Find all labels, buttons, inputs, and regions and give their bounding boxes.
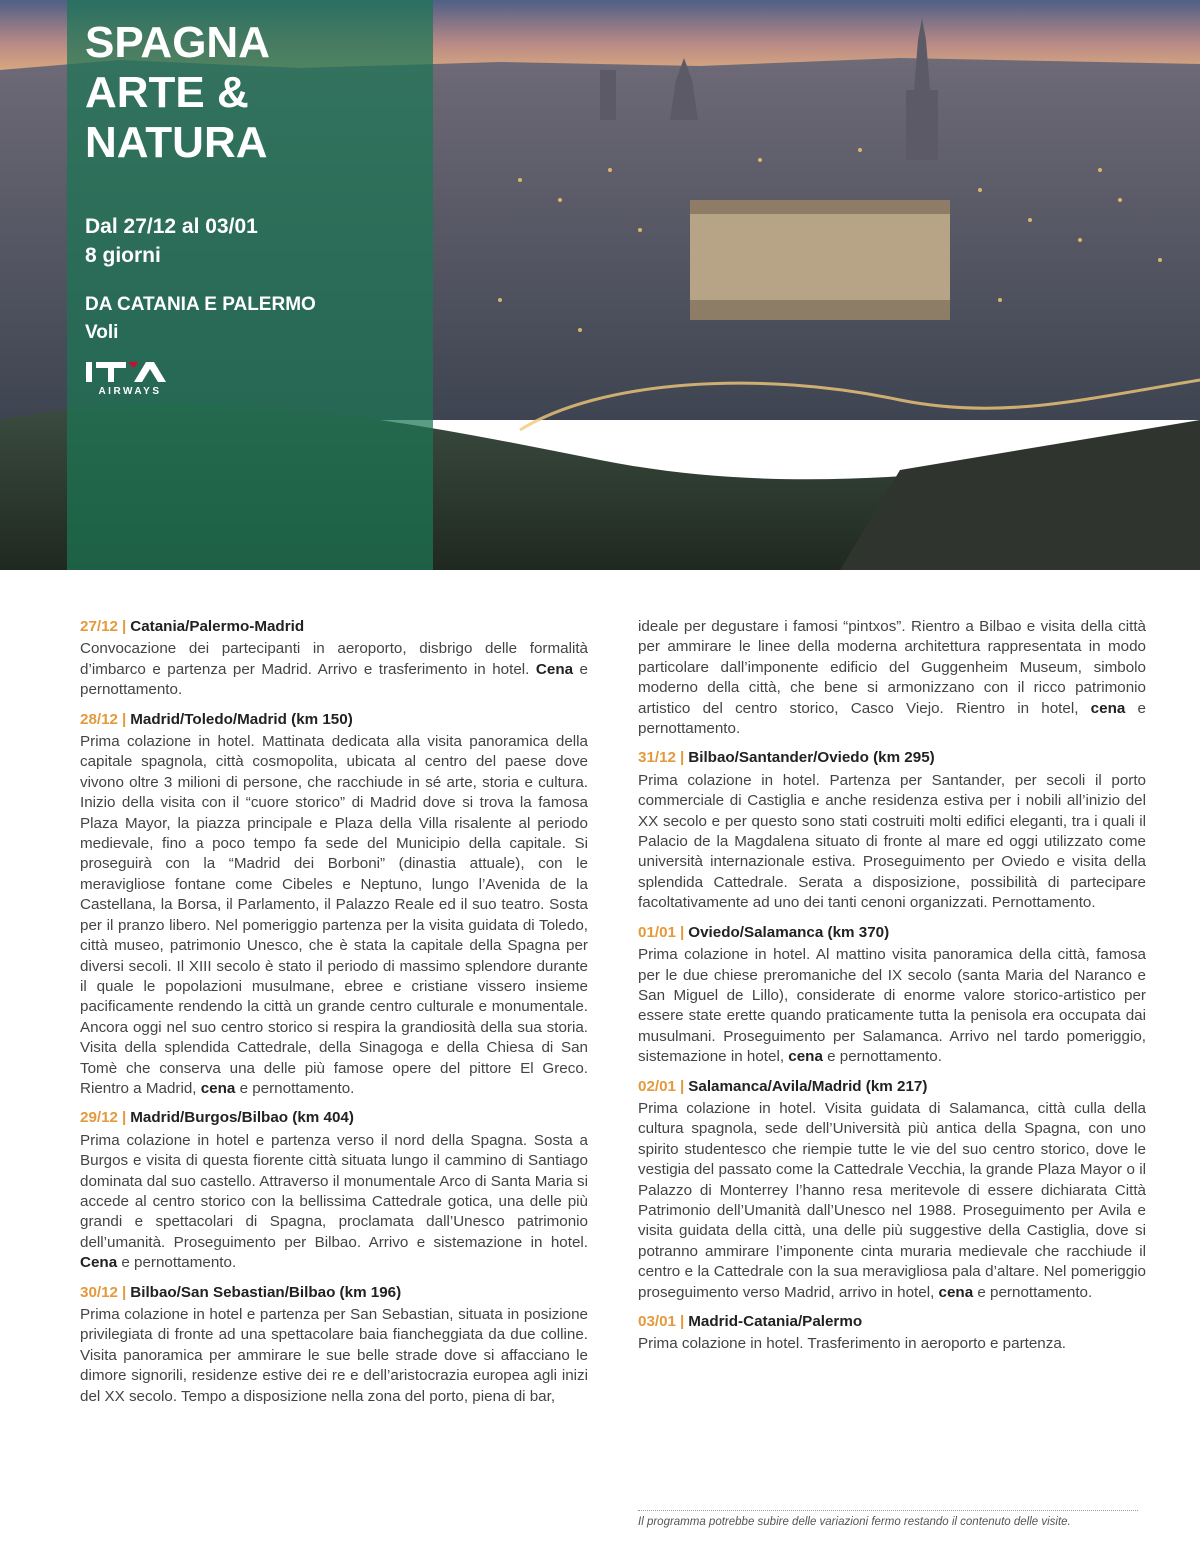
day-route: Salamanca/Avila/Madrid (km 217) <box>688 1077 928 1095</box>
day-heading <box>638 923 1146 943</box>
day-separator: | <box>680 1077 685 1095</box>
day-heading <box>638 748 1146 768</box>
itinerary-day <box>638 748 1146 913</box>
meal-highlight: cena <box>200 1079 236 1097</box>
itinerary-right-column <box>638 617 1146 1364</box>
meal-highlight: cena <box>788 1048 823 1066</box>
hero-banner <box>0 0 1200 570</box>
day-separator: | <box>122 710 127 728</box>
program-disclaimer: Il programma potrebbe subire delle variazioni fermo restando il contenuto delle visite. <box>638 1510 1138 1530</box>
itinerary-left-column <box>80 617 588 1416</box>
day-description: Prima colazione in hotel. Visita guidata di Salamanca, città culla della cultura spagnola, sede dell’Università più antica della Spagna, con uno spirito studentesco che riempie tutte le vie del suo centro storico, dove le vestigia del passato come la Cattedrale Vecchia, la grande Plaza Mayor o il Palazzo di Monterrey l’hanno resa meritevole di essere dichiarata Città Patrimonio dell’Umanità dall’Unesco nel 1988. Proseguimento per Avila e visita guidata della città, una delle più suggestive della Castiglia, dove si potranno ammirare l’imponente cinta muraria medievale che racchiude il centro e la Cattedrale con la sua meravigliosa pala d’altare. Nel pomeriggio proseguimento verso Madrid, arrivo in hotel, cena e pernottamento. <box>638 1099 1146 1301</box>
day-date: 28/12 <box>80 710 119 728</box>
day-route: Madrid/Burgos/Bilbao (km 404) <box>130 1109 354 1127</box>
day-separator: | <box>680 923 685 941</box>
title-line: NATURA <box>85 118 268 167</box>
day-date: 02/01 <box>638 1077 677 1095</box>
title-line: SPAGNA <box>85 18 270 67</box>
itinerary-day <box>638 1312 1146 1355</box>
title-line: ARTE & <box>85 68 249 117</box>
day-description: Prima colazione in hotel e partenza per San Sebastian, situata in posizione privilegiata di fronte ad una spettacolare baia fiancheggiata da due colline. Visita panoramica per ammirare le sue belle strade dove si affacciano le dimore signorili, residenze estive dei re e dell’aristocrazia europea agli inizi del XX secolo. Tempo a disposizione nella zona del porto, piena di bar, <box>80 1306 588 1405</box>
day-date: 27/12 <box>80 618 119 635</box>
day-separator: | <box>122 1283 127 1301</box>
day-separator: | <box>122 1109 127 1127</box>
trip-dates <box>85 212 258 270</box>
day-heading <box>80 710 588 730</box>
day-description: Prima colazione in hotel. Partenza per Santander, per secoli il porto commerciale di Castiglia e anche residenza estiva per i nobili all’inizio del XX secolo e per questo sono stati costruiti molti edifici eleganti, tra i quali il Palacio de la Magdalena situato di fronte al mare ed oggi utilizzato come università internazionale estiva. Proseguimento per Oviedo e visita della splendida Cattedrale. Serata a disposizione, possibilità di partecipare facoltativamente ad uno dei tanti cenoni organizzati. Pernottamento. <box>638 771 1146 912</box>
airline-logo-sub: AIRWAYS <box>98 386 162 397</box>
day-separator: | <box>122 618 127 635</box>
itinerary-day <box>80 617 588 701</box>
day-route: Madrid/Toledo/Madrid (km 150) <box>130 710 353 728</box>
day-date: 30/12 <box>80 1283 119 1301</box>
day-description: Prima colazione in hotel. Al mattino visita panoramica della città, famosa per le due chiese preromaniche del IX secolo (santa Maria del Naranco e San Miguel de Lillo), considerate di enorme valore storico-artistico per essere state erette quando praticamente tutta la penisola era occupata dai musulmani. Proseguimento per Salamanca. Arrivo nel tardo pomeriggio, sistemazione in hotel, cena e pernottamento. <box>638 946 1146 1066</box>
day-description-continued: ideale per degustare i famosi “pintxos”. Rientro a Bilbao e visita della città per ammirare le linee della moderna architettura rappresentata in modo particolare dall’imponente edificio del Guggenheim Museum, simbolo moderno della città, che bene si armonizzano con il ricco patrimonio artistico del centro storico, Casco Viejo. Rientro in hotel, cena e pernottamento. <box>638 618 1146 738</box>
day-heading <box>80 617 588 637</box>
day-description: Convocazione dei partecipanti in aeroporto, disbrigo delle formalità d’imbarco e partenza per Madrid. Arrivo e trasferimento in hotel. Cena e pernottamento. <box>80 640 588 699</box>
day-heading <box>80 1108 588 1128</box>
day-route: Bilbao/Santander/Oviedo (km 295) <box>688 749 935 767</box>
departure-cities: DA CATANIA E PALERMO <box>85 294 316 315</box>
day-heading <box>80 1283 588 1303</box>
day-route: Oviedo/Salamanca (km 370) <box>688 923 890 941</box>
day-date: 01/01 <box>638 923 677 941</box>
day-separator: | <box>680 1313 685 1330</box>
meal-highlight: Cena <box>535 660 574 678</box>
itinerary-day <box>80 1283 588 1407</box>
flights-label: Voli <box>85 322 119 343</box>
day-route: Bilbao/San Sebastian/Bilbao (km 196) <box>130 1283 402 1301</box>
day-route: Madrid-Catania/Palermo <box>688 1313 863 1330</box>
meal-highlight: cena <box>938 1283 974 1301</box>
day-date: 29/12 <box>80 1109 119 1127</box>
itinerary-day <box>638 1077 1146 1303</box>
meal-highlight: Cena <box>80 1254 118 1272</box>
meal-highlight: cena <box>1090 699 1126 717</box>
itinerary-day <box>638 923 1146 1068</box>
day-description: Prima colazione in hotel e partenza verso il nord della Spagna. Sosta a Burgos e visita di questa fiorente città situata lungo il cammino di Santiago dominata dal suo castello. Attraverso il monumentale Arco di Santa Maria si accede al centro storico con la bellissima Cattedrale gotica, una delle più grandi e spettacolari di Spagna, proclamata dall’Unesco patrimonio dell’umanità. Proseguimento per Bilbao. Arrivo e sistemazione in hotel. Cena e pernottamento. <box>80 1131 588 1272</box>
day-heading <box>638 1077 1146 1097</box>
trip-title <box>85 18 270 168</box>
day-description: Prima colazione in hotel. Trasferimento in aeroporto e partenza. <box>638 1335 1067 1353</box>
duration: 8 giorni <box>85 244 161 267</box>
day-route: Catania/Palermo-Madrid <box>130 618 305 635</box>
day-heading <box>638 1312 1146 1332</box>
itinerary-day <box>80 1108 588 1273</box>
date-range: Dal 27/12 al 03/01 <box>85 215 258 238</box>
day-separator: | <box>680 749 685 767</box>
day-date: 03/01 <box>638 1313 677 1330</box>
itinerary-day <box>80 710 588 1100</box>
day-description: Prima colazione in hotel. Mattinata dedicata alla visita panoramica della capitale spagnola, città cosmopolita, ubicata al centro del paese dove vivono oltre 3 milioni di persone, che racchiude in sé arte, storia e cultura. Inizio della visita con il “cuore storico” di Madrid dove si trova la famosa Plaza Mayor, la piazza principale e Plaza della Villa risalente al periodo medievale, fino a poco tempo fa sede del Municipio della capitale. Si proseguirà con la “Madrid dei Borboni” (dinastia attuale), con le meravigliose fontane come Cibeles e Neptuno, lungo l’Avenida de la Castellana, la Borsa, il Parlamento, il Palazzo Reale ed il suo teatro. Sosta per il pranzo libero. Nel pomeriggio partenza per la visita guidata di Toledo, città museo, patrimonio Unesco, che è stata la capitale della Spagna per diversi secoli. Il XIII secolo è stato il periodo di massimo splendore durante il quale le popolazioni musulmane, ebree e cristiane vissero insieme pacificamente rendendo la città un grande centro culturale e monumentale. Ancora oggi nel suo centro storico si respira la grandiosità della sua storia. Visita della splendida Cattedrale, della Sinagoga e della Chiesa di San Tomè che conserva una delle più famose opere del pittore El Greco. Rientro a Madrid, cena e pernottamento. <box>80 733 588 1097</box>
day-date: 31/12 <box>638 749 677 767</box>
